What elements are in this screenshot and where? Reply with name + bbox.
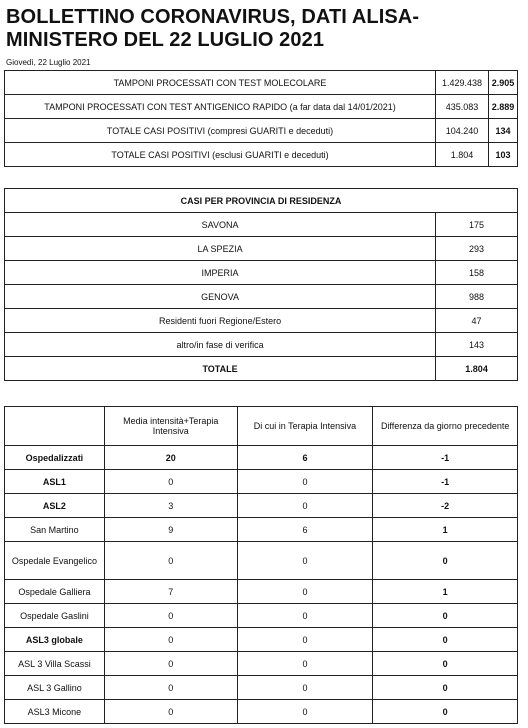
summary-label: TOTALE CASI POSITIVI (compresi GUARITI e deceduti) <box>5 119 436 143</box>
bulletin-date: Giovedì, 22 Luglio 2021 <box>6 58 91 67</box>
hospital-ti: 0 <box>237 700 373 724</box>
hospital-media: 0 <box>104 700 237 724</box>
hospital-name: Ospedale Galliera <box>5 580 105 604</box>
hospital-ti: 0 <box>237 628 373 652</box>
page-title: BOLLETTINO CORONAVIRUS, DATI ALISA- MINISTERO DEL 22 LUGLIO 2021 <box>6 6 420 51</box>
hospital-media: 0 <box>104 676 237 700</box>
hospital-table <box>4 406 518 724</box>
hospital-media: 7 <box>104 580 237 604</box>
province-row <box>5 309 518 333</box>
hospital-row <box>5 604 518 628</box>
hospital-name: San Martino <box>5 518 105 542</box>
hospital-media: 3 <box>104 494 237 518</box>
hospital-name: ASL1 <box>5 470 105 494</box>
summary-delta: 103 <box>488 143 517 167</box>
summary-total: 435.083 <box>436 95 489 119</box>
province-name: altro/in fase di verifica <box>5 333 436 357</box>
hospital-ti: 6 <box>237 518 373 542</box>
hospital-media: 0 <box>104 542 237 580</box>
summary-row <box>5 95 518 119</box>
province-header: CASI PER PROVINCIA DI RESIDENZA <box>5 189 518 213</box>
hospital-ti: 0 <box>237 494 373 518</box>
summary-row <box>5 119 518 143</box>
hospital-diff: 1 <box>373 518 518 542</box>
hospital-row <box>5 542 518 580</box>
province-total-value: 1.804 <box>436 357 518 381</box>
province-total-label: TOTALE <box>5 357 436 381</box>
summary-delta: 2.905 <box>488 71 517 95</box>
hospital-diff: -1 <box>373 446 518 470</box>
province-header-row <box>5 189 518 213</box>
summary-label: TAMPONI PROCESSATI CON TEST MOLECOLARE <box>5 71 436 95</box>
province-row <box>5 261 518 285</box>
summary-label: TOTALE CASI POSITIVI (esclusi GUARITI e deceduti) <box>5 143 436 167</box>
hospital-name: Ospedale Gaslini <box>5 604 105 628</box>
hospital-ti: 0 <box>237 542 373 580</box>
hospital-diff: -2 <box>373 494 518 518</box>
summary-total: 1.429.438 <box>436 71 489 95</box>
summary-table <box>4 70 518 167</box>
summary-total: 1.804 <box>436 143 489 167</box>
summary-delta: 2.889 <box>488 95 517 119</box>
hospital-name: ASL2 <box>5 494 105 518</box>
hospital-row <box>5 518 518 542</box>
hospital-ti: 0 <box>237 676 373 700</box>
hospital-media: 0 <box>104 652 237 676</box>
province-value: 293 <box>436 237 518 261</box>
hospital-diff: 0 <box>373 604 518 628</box>
hospital-diff: 0 <box>373 652 518 676</box>
hospital-name: ASL3 globale <box>5 628 105 652</box>
province-table <box>4 188 518 381</box>
hospital-ti: 0 <box>237 604 373 628</box>
hospital-diff: 1 <box>373 580 518 604</box>
hospital-ti: 6 <box>237 446 373 470</box>
hospital-row <box>5 494 518 518</box>
hospital-ti: 0 <box>237 470 373 494</box>
province-name: IMPERIA <box>5 261 436 285</box>
hospital-diff: 0 <box>373 628 518 652</box>
summary-delta: 134 <box>488 119 517 143</box>
hospital-row <box>5 470 518 494</box>
hospital-ti: 0 <box>237 652 373 676</box>
hospital-ti: 0 <box>237 580 373 604</box>
hospital-header-ti: Di cui in Terapia Intensiva <box>237 407 373 446</box>
hospital-row <box>5 676 518 700</box>
hospital-row <box>5 446 518 470</box>
hospital-diff: 0 <box>373 700 518 724</box>
hospital-row <box>5 580 518 604</box>
hospital-media: 0 <box>104 628 237 652</box>
hospital-header-blank <box>5 407 105 446</box>
hospital-diff: 0 <box>373 676 518 700</box>
summary-total: 104.240 <box>436 119 489 143</box>
hospital-media: 0 <box>104 470 237 494</box>
hospital-header-row <box>5 407 518 446</box>
province-value: 143 <box>436 333 518 357</box>
province-name: Residenti fuori Regione/Estero <box>5 309 436 333</box>
province-name: SAVONA <box>5 213 436 237</box>
province-value: 158 <box>436 261 518 285</box>
hospital-header-media: Media intensità+Terapia Intensiva <box>104 407 237 446</box>
province-row <box>5 237 518 261</box>
hospital-diff: 0 <box>373 542 518 580</box>
hospital-media: 20 <box>104 446 237 470</box>
hospital-diff: -1 <box>373 470 518 494</box>
province-name: LA SPEZIA <box>5 237 436 261</box>
hospital-name: ASL 3 Villa Scassi <box>5 652 105 676</box>
province-row <box>5 333 518 357</box>
summary-label: TAMPONI PROCESSATI CON TEST ANTIGENICO RAPIDO (a far data dal 14/01/2021) <box>5 95 436 119</box>
hospital-row <box>5 700 518 724</box>
hospital-media: 0 <box>104 604 237 628</box>
hospital-row <box>5 628 518 652</box>
province-total-row <box>5 357 518 381</box>
province-value: 47 <box>436 309 518 333</box>
summary-row <box>5 71 518 95</box>
hospital-row <box>5 652 518 676</box>
province-name: GENOVA <box>5 285 436 309</box>
province-row <box>5 213 518 237</box>
hospital-media: 9 <box>104 518 237 542</box>
province-value: 175 <box>436 213 518 237</box>
province-value: 988 <box>436 285 518 309</box>
province-row <box>5 285 518 309</box>
hospital-name: ASL 3 Gallino <box>5 676 105 700</box>
hospital-name: Ospedale Evangelico <box>5 542 105 580</box>
summary-row <box>5 143 518 167</box>
hospital-name: ASL3 Micone <box>5 700 105 724</box>
hospital-header-diff: Differenza da giorno precedente <box>373 407 518 446</box>
hospital-name: Ospedalizzati <box>5 446 105 470</box>
